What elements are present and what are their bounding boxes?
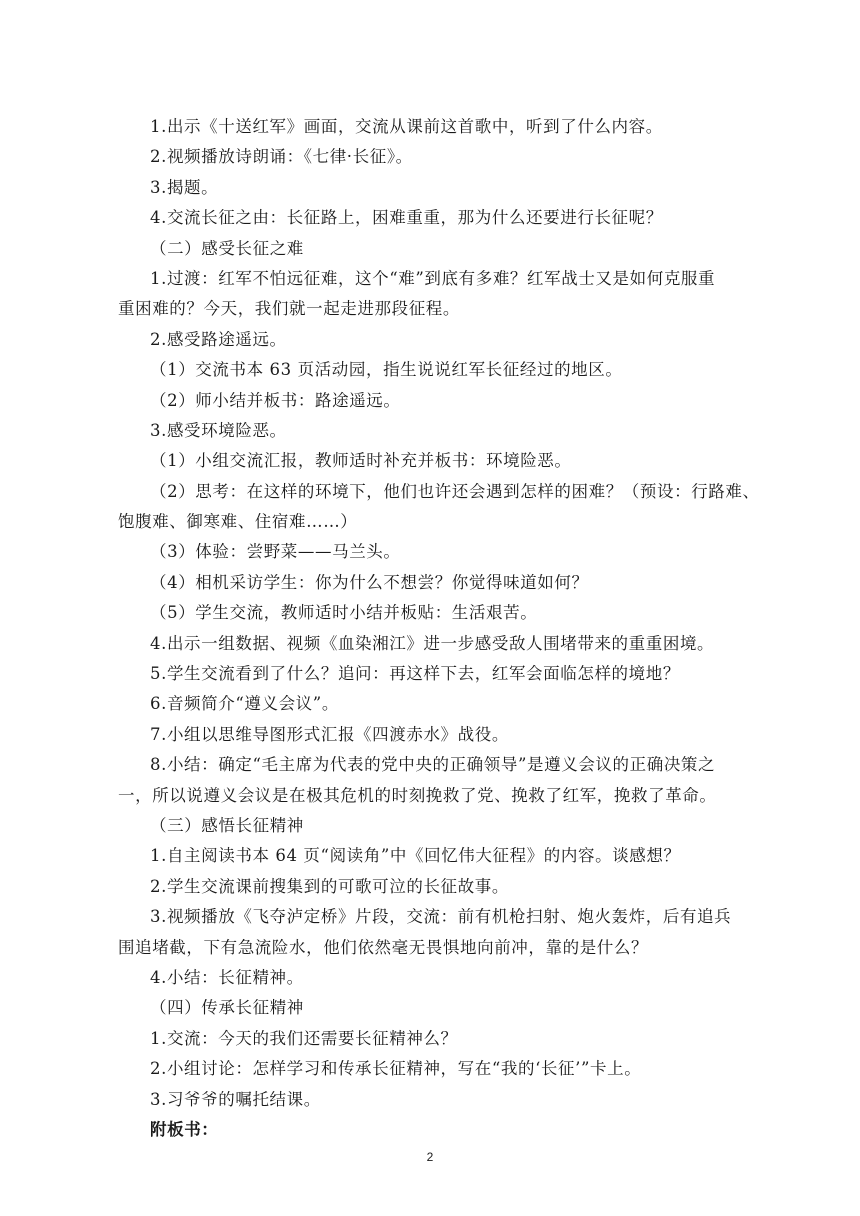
paragraph-line: （2）思考：在这样的环境下，他们也许还会遇到怎样的困难？（预设：行路难、: [150, 481, 760, 501]
paragraph-line: 2.感受路途遥远。: [150, 329, 287, 349]
page-number: 2: [426, 1150, 434, 1164]
paragraph-line: （1）交流书本 63 页活动园，指生说说红军长征经过的地区。: [150, 360, 623, 380]
paragraph-line: （3）体验：尝野菜——马兰头。: [150, 542, 401, 562]
paragraph-line: 2.学生交流课前搜集到的可歌可泣的长征故事。: [150, 876, 509, 896]
paragraph-line: 4.小结：长征精神。: [150, 967, 304, 987]
paragraph-line: 4.出示一组数据、视频《血染湘江》进一步感受敌人围堵带来的重重困境。: [150, 633, 715, 653]
paragraph-line: 2.视频播放诗朗诵：《七律·长征》。: [150, 147, 413, 167]
section-heading: 附板书：: [150, 1119, 219, 1139]
paragraph-line: （2）师小结并板书：路途遥远。: [150, 390, 401, 410]
paragraph-line: 1.过渡：红军不怕远征难，这个“难”到底有多难？红军战士又是如何克服重: [150, 268, 716, 288]
paragraph-line: 3.习爷爷的嘱托结课。: [150, 1089, 321, 1109]
paragraph-line: 2.小组讨论：怎样学习和传承长征精神，写在“我的‘长征’”卡上。: [150, 1059, 642, 1079]
paragraph-line: 5.学生交流看到了什么？追问：再这样下去，红军会面临怎样的境地？: [150, 664, 680, 684]
paragraph-line: 8.小结：确定“毛主席为代表的党中央的正确领导”是遵义会议的正确决策之: [150, 755, 716, 775]
paragraph-line: （5）学生交流，教师适时小结并板贴：生活艰苦。: [150, 603, 538, 623]
paragraph-line: 围追堵截，下有急流险水，他们依然毫无畏惧地向前冲，靠的是什么？: [118, 937, 649, 957]
paragraph-line: （三）感悟长征精神: [150, 815, 304, 835]
paragraph-line: 4.交流长征之由：长征路上，困难重重，那为什么还要进行长征呢？: [150, 208, 663, 228]
paragraph-line: 一，所以说遵义会议是在极其危机的时刻挽救了党、挽救了红军，挽救了革命。: [118, 785, 717, 805]
paragraph-line: 7.小组以思维导图形式汇报《四渡赤水》战役。: [150, 724, 509, 744]
paragraph-line: 3.揭题。: [150, 177, 219, 197]
paragraph-line: 饱腹难、御寒难、住宿难……）: [118, 512, 358, 532]
paragraph-line: 1.出示《十送红军》画面，交流从课前这首歌中，听到了什么内容。: [150, 117, 663, 136]
paragraph-line: 3.感受环境险恶。: [150, 420, 287, 440]
paragraph-line: （1）小组交流汇报，教师适时补充并板书：环境险恶。: [150, 451, 572, 471]
paragraph-line: （四）传承长征精神: [150, 998, 304, 1018]
paragraph-line: 重困难的？今天，我们就一起走进那段征程。: [118, 299, 460, 319]
paragraph-line: 6.音频简介“遵义会议”。: [150, 694, 339, 714]
paragraph-line: 1.自主阅读书本 64 页“阅读角”中《回忆伟大征程》的内容。谈感想？: [150, 846, 681, 866]
paragraph-line: （二）感受长征之难: [150, 238, 304, 258]
document-body: [118, 112, 760, 1145]
paragraph-line: （4）相机采访学生：你为什么不想尝？你觉得味道如何？: [150, 572, 589, 592]
paragraph-line: 3.视频播放《飞夺泸定桥》片段，交流：前有机枪扫射、炮火轰炸，后有追兵: [150, 907, 732, 927]
paragraph-line: 1.交流：今天的我们还需要长征精神么？: [150, 1028, 458, 1048]
